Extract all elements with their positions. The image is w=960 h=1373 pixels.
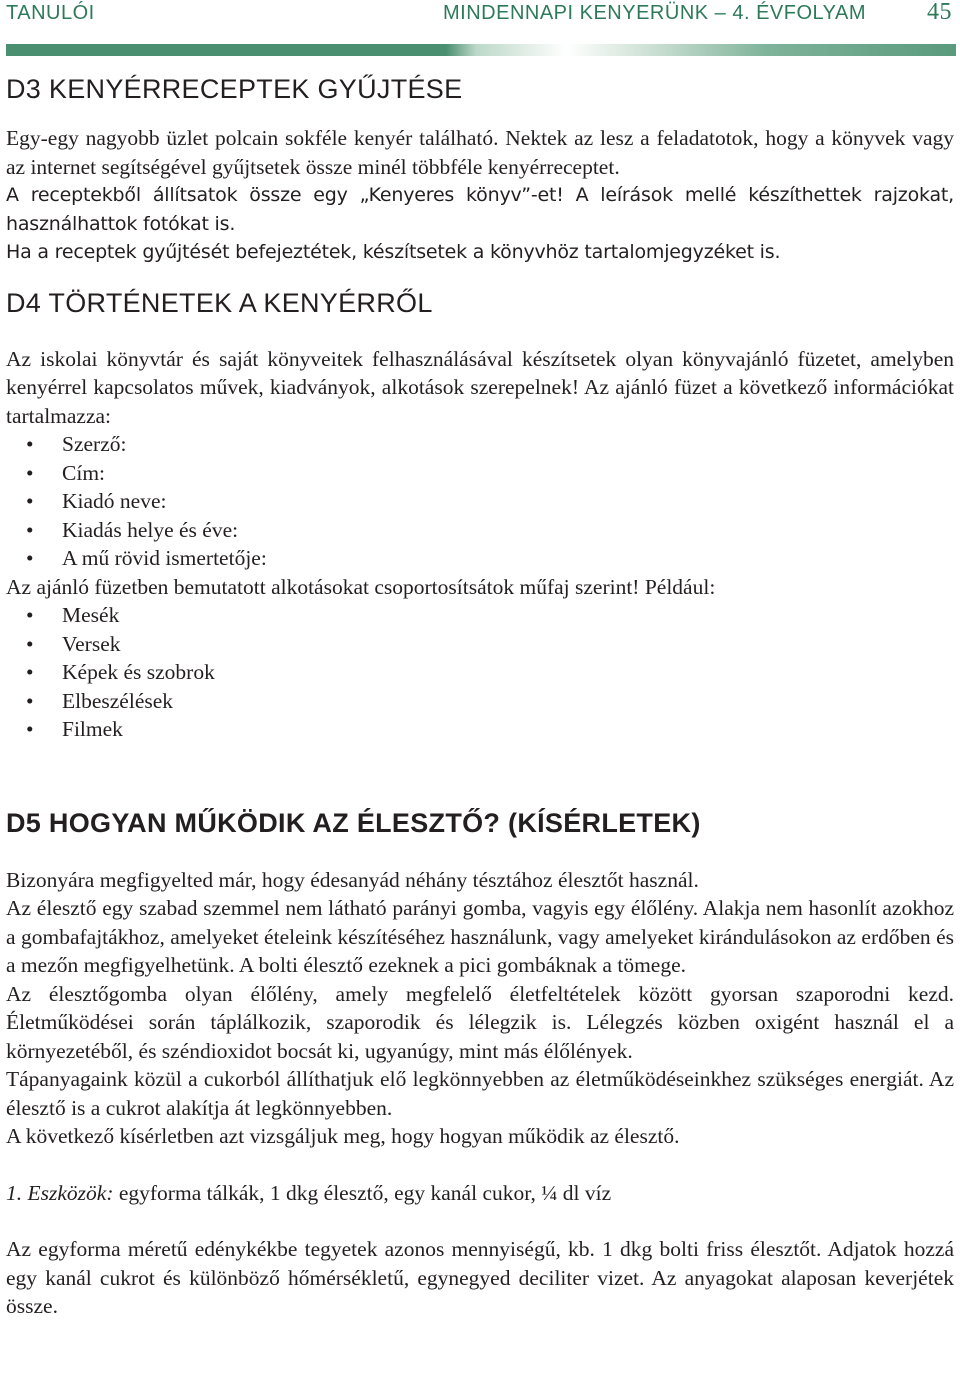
bullet-icon: •	[26, 432, 34, 456]
bullet-icon: •	[26, 546, 34, 570]
d4-title: D4 TÖRTÉNETEK A KENYÉRRŐL	[6, 287, 433, 318]
d5-paragraph-3: Az élesztőgomba olyan élőlény, amely megfelelő életfeltételek között gyorsan szaporodni kezd. Életműködései során táplálkozik, szaporodik és lélegzik is. Lélegzés közben oxigént használ el a környezetéből, és széndioxidot bocsát ki, ugyanúgy, mint más élőlények.	[6, 981, 954, 1063]
list-item: • Mesék	[6, 601, 954, 630]
d4-genre-list	[6, 601, 954, 744]
d5-tools	[6, 1179, 954, 1208]
tools-text: egyforma tálkák, 1 dkg élesztő, egy kanál cukor, ¼ dl víz	[113, 1180, 612, 1205]
header-rule	[6, 44, 956, 56]
header-audience: TANULÓI	[6, 2, 95, 24]
d5-paragraph-6: Az egyforma méretű edénykékbe tegyetek azonos mennyiségű, kb. 1 dkg bolti friss élesztőt. Adjatok hozzá egy kanál cukrot és különböző hőmérsékletű, egynegyed deciliter vizet. Az anyagokat alaposan keverjétek össze.	[6, 1237, 954, 1318]
bullet-icon: •	[26, 660, 34, 684]
list-item: • Kiadó neve:	[6, 487, 954, 516]
list-item: • Szerző:	[6, 430, 954, 459]
section-d3	[6, 74, 954, 267]
d5-paragraph-1: Bizonyára megfigyelted már, hogy édesanyád néhány tésztához élesztőt használ.	[6, 867, 699, 892]
page-content	[6, 72, 954, 1321]
section-d5	[6, 808, 954, 1321]
d5-title: D5 HOGYAN MŰKÖDIK AZ ÉLESZTŐ? (KÍSÉRLETEK)	[6, 807, 701, 838]
d5-paragraph-2: Az élesztő egy szabad szemmel nem látható parányi gomba, vagyis egy élőlény. Alakja nem hasonlít azokhoz a gombafajtákhoz, amelyeket ételeink készítéséhez használunk, vagy amelyeket kirándulásokon az erdőben és a mezőn megfigyelhetünk. A bolti élesztő ezeknek a pici gombáknak a tömege.	[6, 896, 954, 977]
d3-title: D3 KENYÉRRECEPTEK GYŰJTÉSE	[6, 74, 463, 104]
bullet-icon: •	[26, 489, 34, 513]
list-item: • Elbeszélések	[6, 687, 954, 716]
d4-group-text: Az ajánló füzetben bemutatott alkotásokat csoportosítsátok műfaj szerint! Például:	[6, 574, 716, 599]
d3-paragraph-1: Egy-egy nagyobb üzlet polcain sokféle kenyér található. Nektek az lesz a feladatotok, hogy a könyvek vagy az internet segítségével gyűjtsetek össze minél többféle kenyérreceptet.	[6, 126, 954, 179]
d4-intro: Az iskolai könyvtár és saját könyveitek felhasználásával készítsetek olyan könyvajánló füzetet, amelyben kenyérrel kapcsolatos művek, kiadványok, alkotások szerepelnek! Az ajánló füzet a következő információkat tartalmazza:	[6, 346, 954, 428]
d5-paragraph-4: Tápanyagaink közül a cukorból állíthatjuk elő legkönnyebben az életműködéseinkhez szükséges energiát. Az élesztő is a cukrot alakítja át legkönnyebben.	[6, 1067, 954, 1120]
list-item: • Cím:	[6, 459, 954, 488]
section-d4	[6, 288, 954, 744]
list-item: • Kiadás helye és éve:	[6, 516, 954, 545]
bullet-icon: •	[26, 460, 34, 485]
tools-label: 1. Eszközök:	[6, 1180, 114, 1205]
d3-paragraph-3: Ha a receptek gyűjtését befejeztétek, készítsetek a könyvhöz tartalomjegyzéket is.	[6, 241, 781, 263]
bullet-icon: •	[26, 688, 34, 713]
list-item: • Képek és szobrok	[6, 658, 954, 687]
page-number: 45	[927, 0, 952, 25]
bullet-icon: •	[26, 717, 34, 741]
list-item: • Versek	[6, 630, 954, 659]
list-item: • A mű rövid ismertetője:	[6, 544, 954, 573]
list-item: • Filmek	[6, 715, 954, 744]
d4-info-list	[6, 430, 954, 573]
bullet-icon: •	[26, 631, 34, 656]
d3-paragraph-2: A receptekből állítsatok össze egy „Kenyeres könyv”-et! A leírások mellé készíthettek rajzokat, használhattok fotókat is.	[6, 184, 954, 235]
bullet-icon: •	[26, 517, 34, 542]
bullet-icon: •	[26, 603, 34, 627]
page-header	[6, 0, 956, 30]
d5-paragraph-5: A következő kísérletben azt vizsgáljuk meg, hogy hogyan működik az élesztő.	[6, 1124, 680, 1148]
header-book-title: MINDENNAPI KENYERÜNK – 4. ÉVFOLYAM	[443, 2, 867, 24]
